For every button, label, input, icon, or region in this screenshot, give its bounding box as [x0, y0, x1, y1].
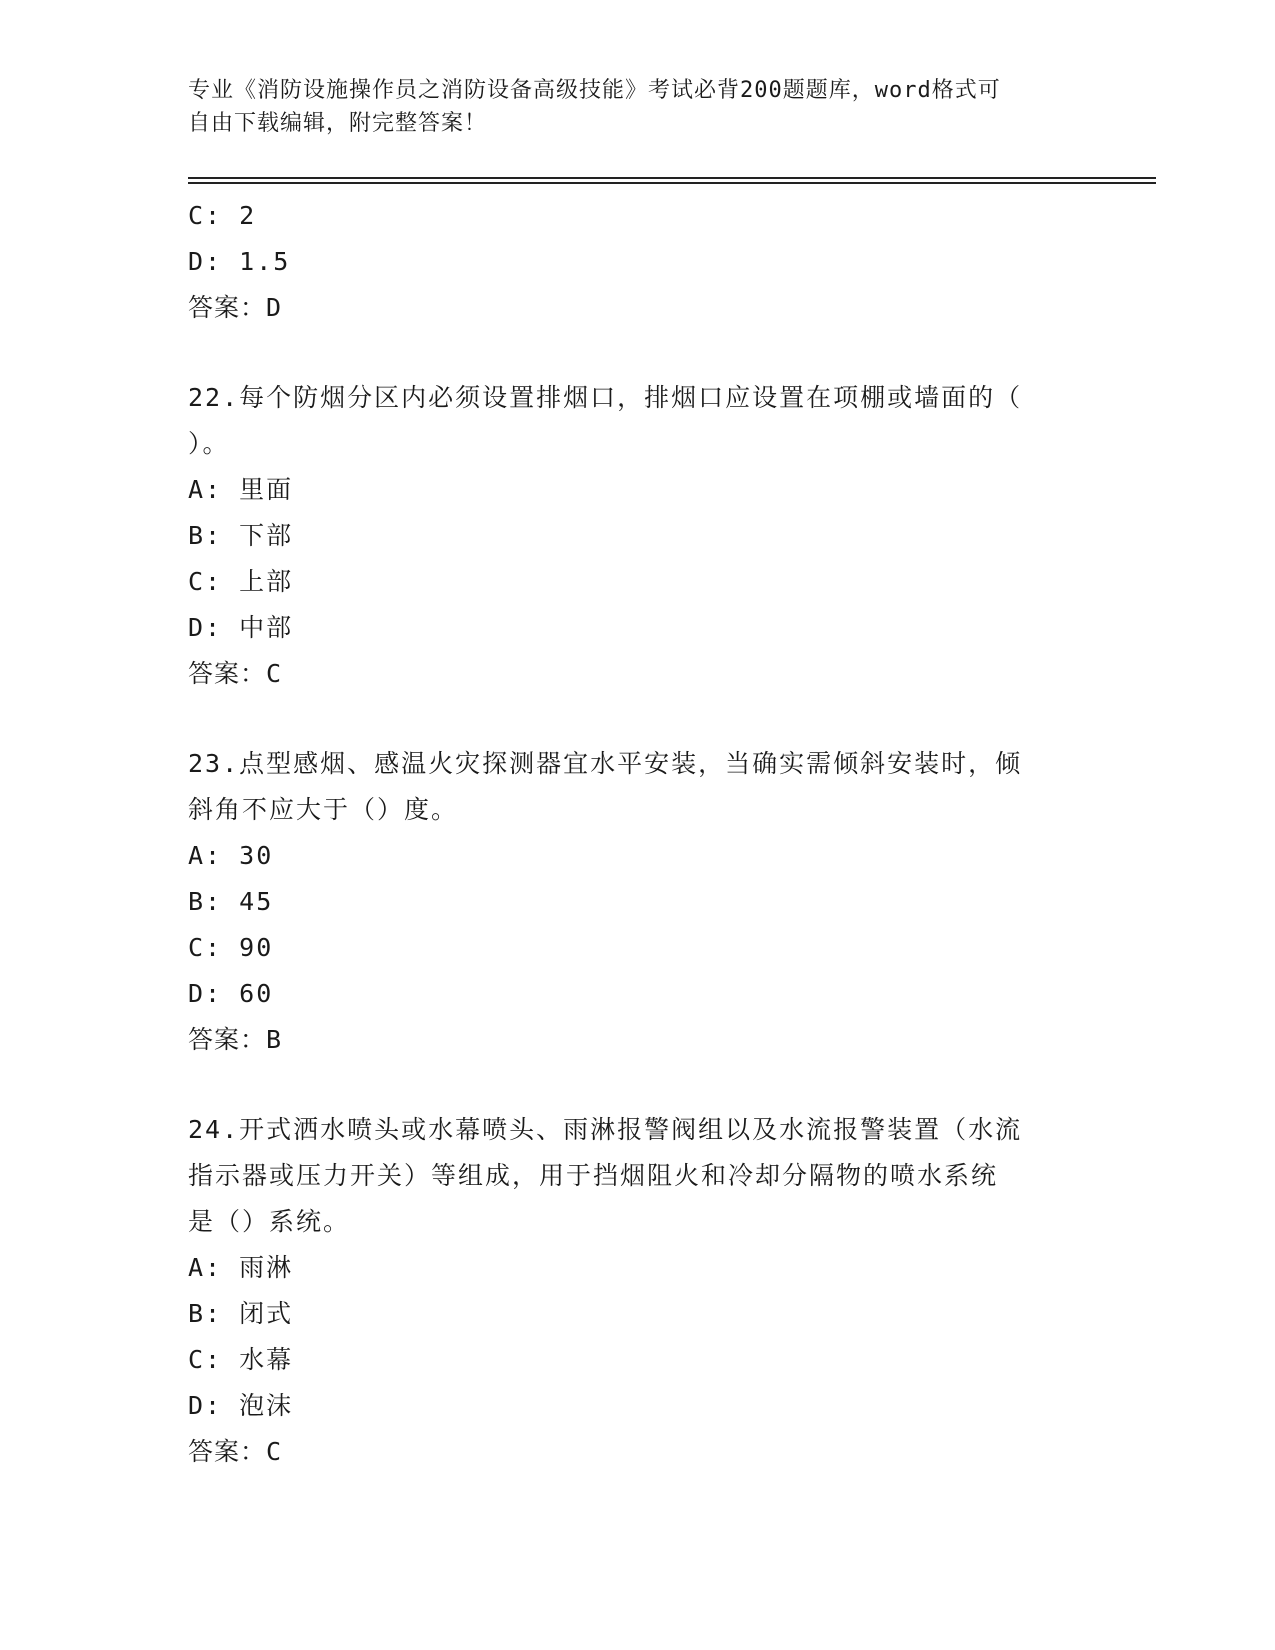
question-text-line: 22.每个防烟分区内必须设置排烟口，排烟口应设置在项棚或墙面的（: [188, 383, 1023, 412]
option-c: C: 2: [188, 201, 257, 230]
question-text-line: 指示器或压力开关）等组成，用于挡烟阻火和冷却分隔物的喷水系统: [188, 1161, 999, 1190]
question-text-line: 23.点型感烟、感温火灾探测器宜水平安装，当确实需倾斜安装时，倾: [188, 749, 1023, 778]
answer: 答案：C: [188, 659, 283, 688]
question-24: [188, 1107, 1088, 1475]
option-d: D: 60: [188, 979, 274, 1008]
question-list: [188, 193, 1088, 1475]
answer: 答案：B: [188, 1025, 283, 1054]
spacer: [188, 1063, 1088, 1107]
option-a: A: 雨淋: [188, 1253, 294, 1282]
header-line-1: 专业《消防设施操作员之消防设备高级技能》考试必背200题题库，word格式可: [188, 78, 1001, 103]
option-a: A: 30: [188, 841, 274, 870]
document-header: [188, 74, 1068, 140]
option-d: D: 1.5: [188, 247, 291, 276]
question-21-tail: [188, 193, 1088, 331]
question-text-line: 24.开式洒水喷头或水幕喷头、雨淋报警阀组以及水流报警装置（水流: [188, 1115, 1023, 1144]
header-divider-bottom: [188, 182, 1156, 184]
question-text-line: 是（）系统。: [188, 1207, 351, 1236]
answer: 答案：C: [188, 1437, 283, 1466]
option-c: C: 上部: [188, 567, 294, 596]
question-23: [188, 741, 1088, 1063]
option-d: D: 泡沫: [188, 1391, 294, 1420]
spacer: [188, 697, 1088, 741]
spacer: [188, 331, 1088, 375]
option-d: D: 中部: [188, 613, 294, 642]
header-line-2: 自由下载编辑，附完整答案！: [188, 111, 488, 136]
option-b: B: 45: [188, 887, 274, 916]
header-divider-top: [188, 177, 1156, 179]
option-b: B: 下部: [188, 521, 294, 550]
option-b: B: 闭式: [188, 1299, 294, 1328]
question-text-line: 斜角不应大于（）度。: [188, 795, 459, 824]
option-c: C: 90: [188, 933, 274, 962]
option-c: C: 水幕: [188, 1345, 294, 1374]
answer: 答案：D: [188, 293, 283, 322]
question-text-line: ）。: [188, 429, 230, 458]
question-22: [188, 375, 1088, 697]
option-a: A: 里面: [188, 475, 294, 504]
